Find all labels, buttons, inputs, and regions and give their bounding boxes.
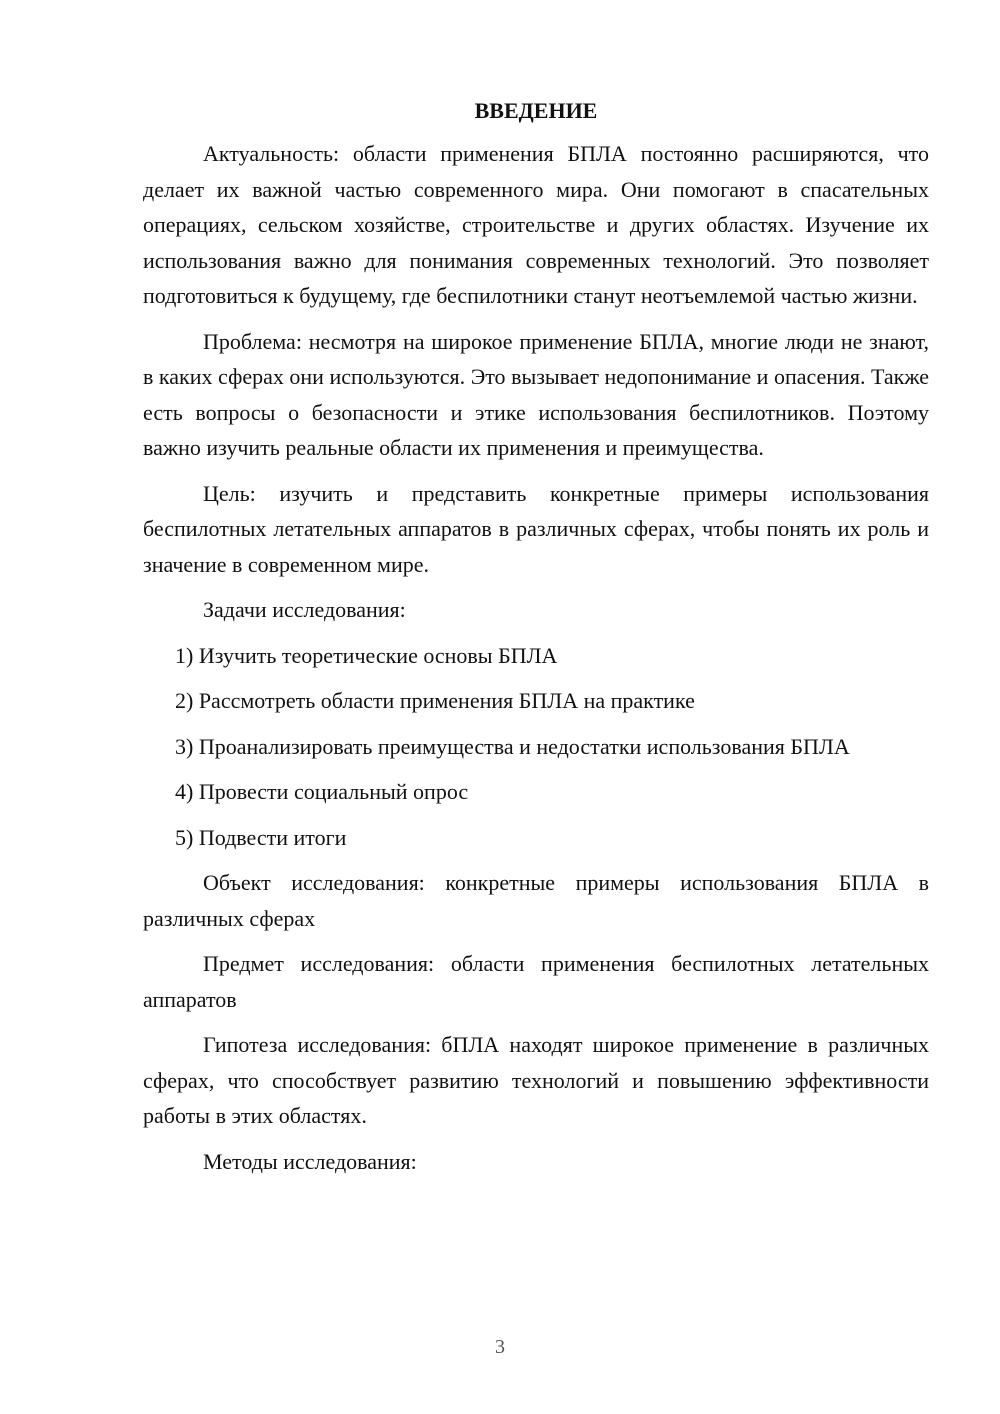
section-title: ВВЕДЕНИЕ <box>474 98 598 123</box>
page-content <box>143 96 929 1189</box>
paragraph-object: Объект исследования: конкретные примеры использования БПЛА в различных сферах <box>143 870 929 931</box>
paragraph-problem: Проблема: несмотря на широкое применение БПЛА, многие люди не знают, в каких сферах они используются. Это вызывает недопонимание и опасения. Также есть вопросы о безопасности и этике использования беспилотников. Поэтому важно изучить реальные области их применения и преимущества. <box>143 328 929 460</box>
tasks-heading: Задачи исследования: <box>203 597 406 622</box>
task-item-4: 4) Провести социальный опрос <box>175 779 469 804</box>
paragraph-goal: Цель: изучить и представить конкретные примеры использования беспилотных летательных аппаратов в различных сферах, чтобы понять их роль и значение в современном мире. <box>143 480 929 577</box>
methods-heading: Методы исследования: <box>203 1148 417 1174</box>
task-item-1: 1) Изучить теоретические основы БПЛА <box>175 642 558 668</box>
paragraph-subject: Предмет исследования: области применения беспилотных летательных аппаратов <box>143 951 929 1012</box>
task-item-5: 5) Подвести итоги <box>175 824 347 850</box>
task-item-3: 3) Проанализировать преимущества и недостатки использования БПЛА <box>175 733 850 759</box>
page-number: 3 <box>495 1336 505 1358</box>
task-item-2: 2) Рассмотреть области применения БПЛА на практике <box>175 688 695 713</box>
paragraph-hypothesis: Гипотеза исследования: бПЛА находят широкое применение в различных сферах, что способствует развитию технологий и повышению эффективности работы в этих областях. <box>143 1032 929 1128</box>
paragraph-relevance: Актуальность: области применения БПЛА постоянно расширяются, что делает их важной частью современного мира. Они помогают в спасательных операциях, сельском хозяйстве, строительстве и других областях. Изучение их использования важно для понимания современных технологий. Это позволяет подготовиться к будущему, где беспилотники станут неотъемлемой частью жизни. <box>143 141 929 308</box>
